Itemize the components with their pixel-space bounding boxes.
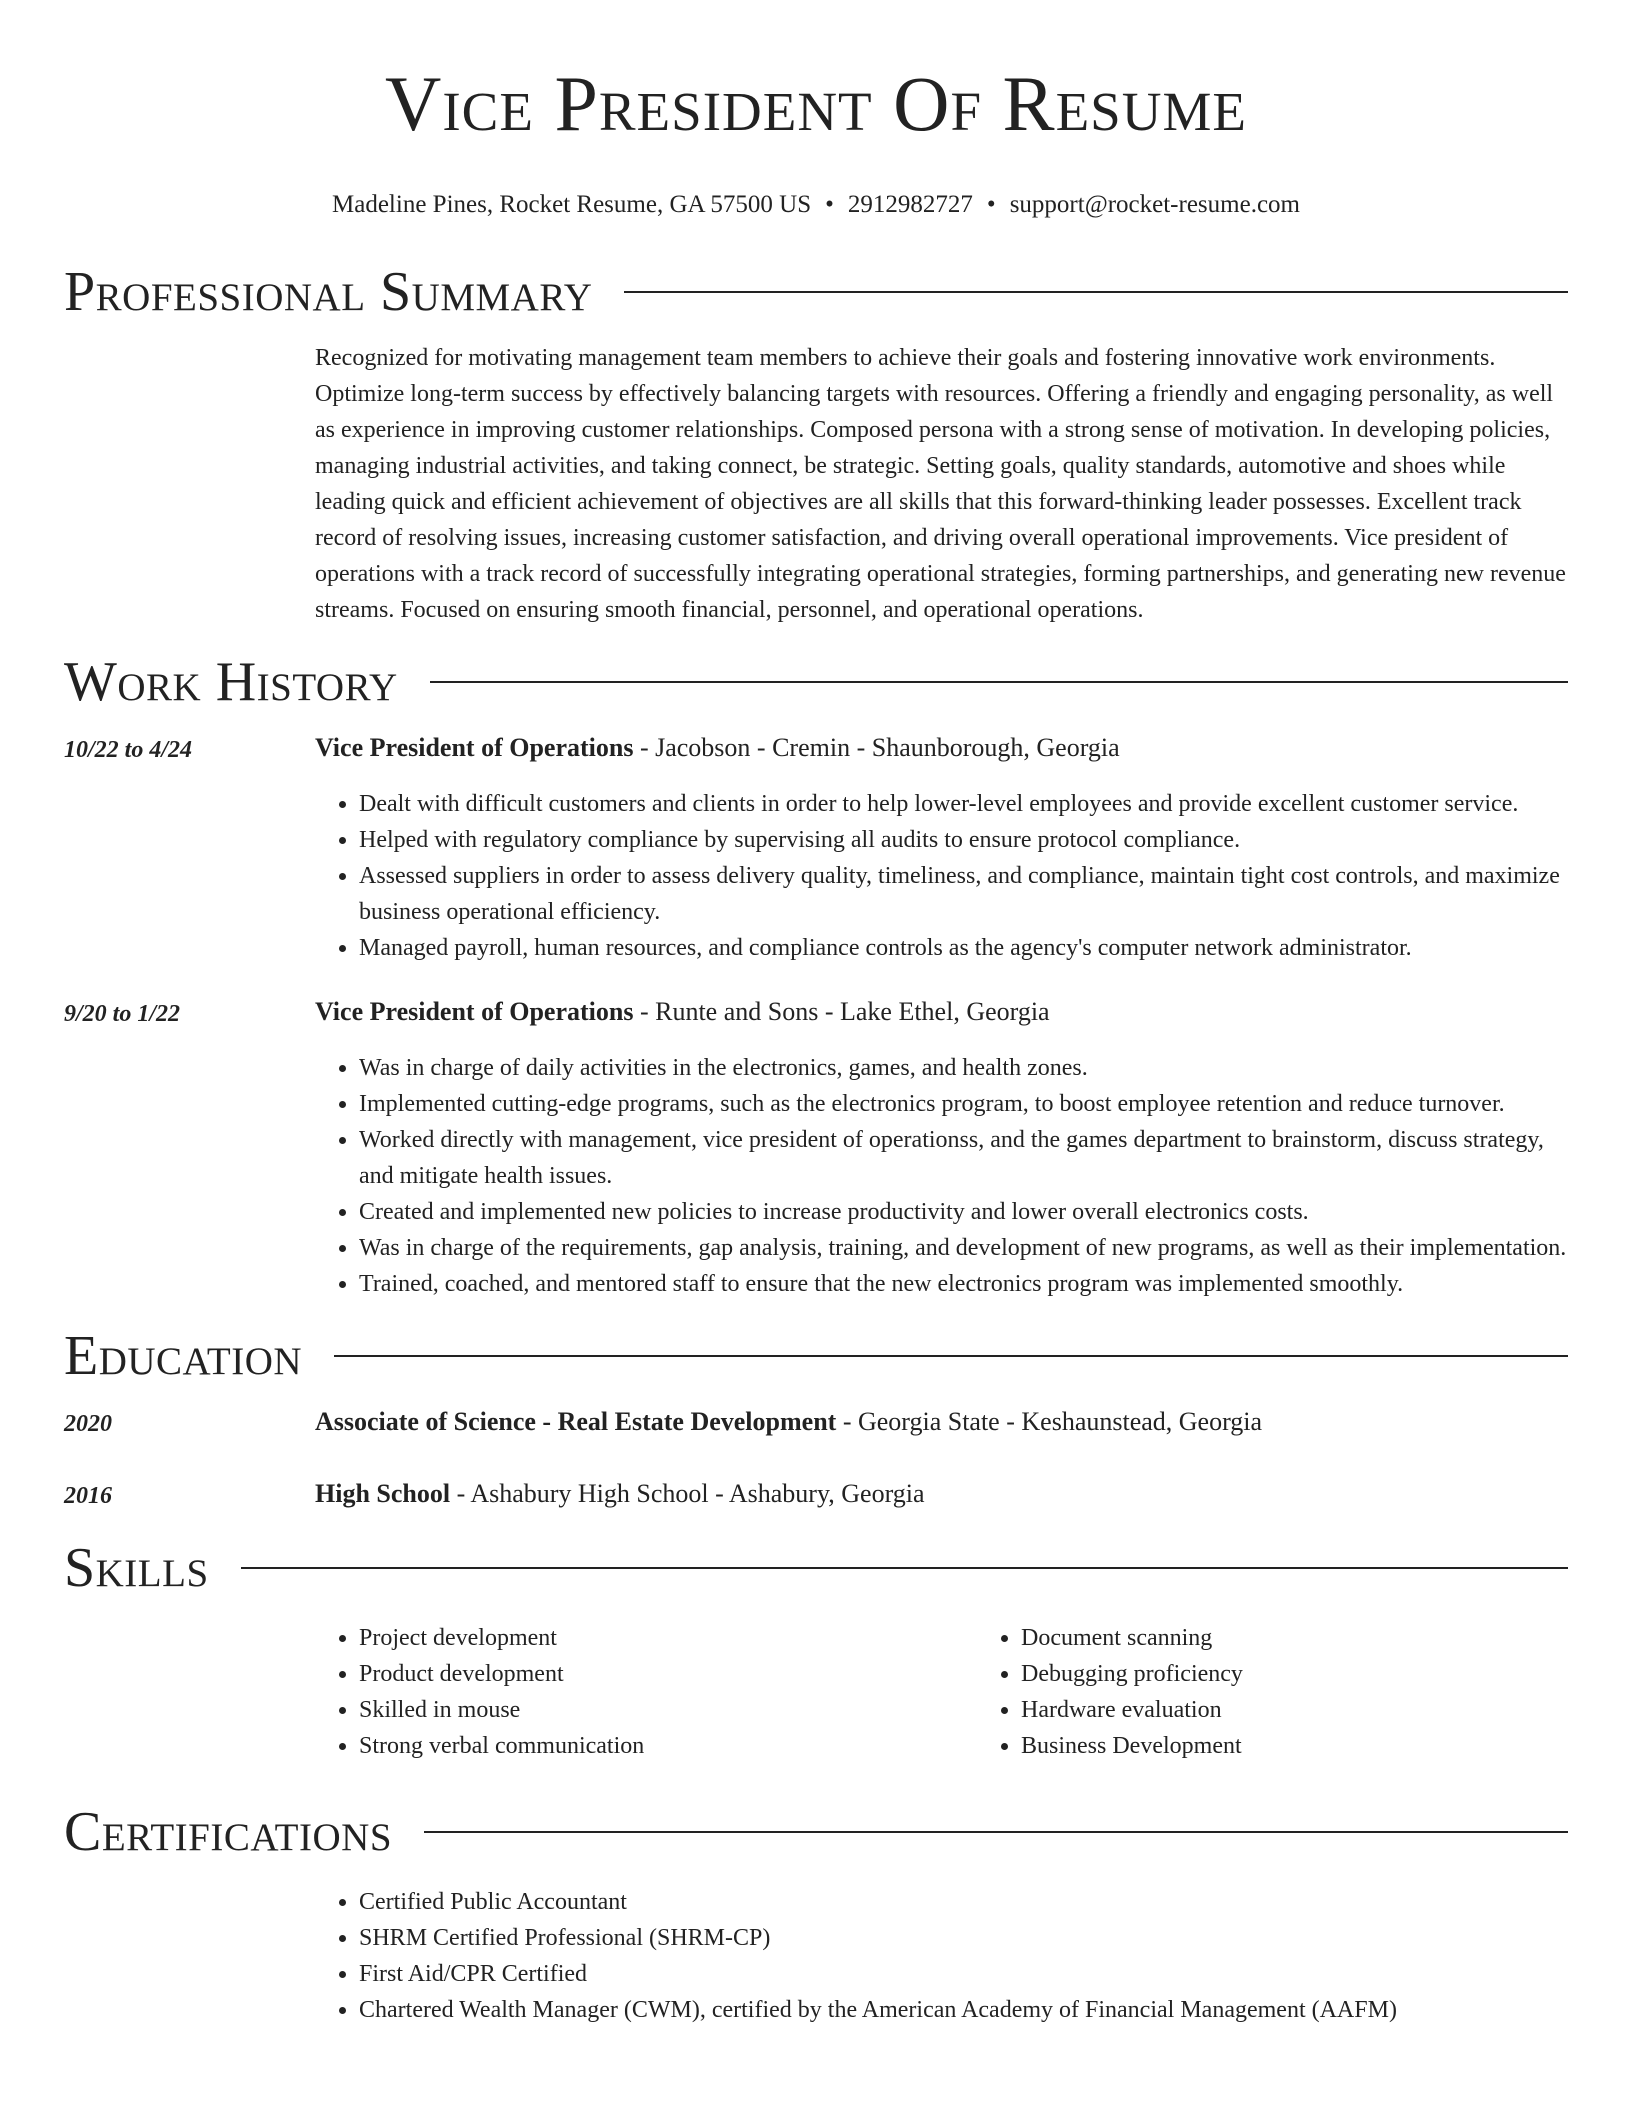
job-dates: 9/20 to 1/22 (64, 1001, 181, 1027)
summary-section-title: Professional Summary (64, 261, 593, 323)
job-bullet: • Created and implemented new policies to increase productivity and lower overall electronics costs. (359, 1194, 1568, 1230)
job-bullet: • Managed payroll, human resources, and compliance controls as the agency's computer network administrator. (359, 930, 1568, 966)
skills-column-left (315, 1620, 977, 1764)
skill-item: • Product development (359, 1656, 977, 1692)
work-section-header (64, 646, 1568, 718)
skill-item: • Strong verbal communication (359, 1728, 977, 1764)
job-bullet: • Was in charge of the requirements, gap analysis, training, and development of new programs, as well as their implementation. (359, 1230, 1568, 1266)
job-bullet: • Dealt with difficult customers and clients in order to help lower-level employees and provide excellent customer service. (359, 786, 1568, 822)
job-header (64, 994, 1568, 1032)
education-entry (64, 1476, 1568, 1514)
education-year: 2016 (64, 1483, 112, 1509)
summary-text: Recognized for motivating management team members to achieve their goals and fostering innovative work environments. Optimize long-term success by effectively balancing targets with resources. Offering a friendly and engaging personality, as well as experience in improving customer relationships. Composed persona with a strong sense of motivation. In developing policies, managing industrial activities, and taking connect, be strategic. Setting goals, quality standards, automotive and shoes while leading quick and efficient achievement of objectives are all skills that this forward-thinking leader possesses. Excellent track record of resolving issues, increasing customer satisfaction, and driving overall operational improvements. Vice president of operations with a track record of successfully integrating operational strategies, forming partnerships, and generating new revenue streams. Focused on ensuring smooth financial, personnel, and operational operations. (315, 345, 1566, 623)
certifications-list (315, 1884, 1568, 2028)
contact-email: support@rocket-resume.com (1009, 191, 1300, 218)
certification-item: • Chartered Wealth Manager (CWM), certified by the American Academy of Financial Management (AAFM) (359, 1992, 1568, 2028)
section-divider (241, 1567, 1568, 1569)
section-divider (624, 291, 1568, 293)
skill-item: • Project development (359, 1620, 977, 1656)
certification-item: • Certified Public Accountant (359, 1884, 1568, 1920)
education-degree: Associate of Science - Real Estate Development (315, 1407, 837, 1436)
contact-separator: • (825, 191, 834, 218)
skill-item: • Business Development (1021, 1728, 1568, 1764)
contact-phone: 2912982727 (847, 191, 973, 218)
education-section-header (64, 1320, 1568, 1392)
education-school: - Georgia State - Keshaunstead, Georgia (836, 1407, 1263, 1436)
job-bullets (315, 1050, 1568, 1302)
education-school: - Ashabury High School - Ashabury, Georgia (450, 1479, 925, 1508)
job-bullet: • Worked directly with management, vice president of operationss, and the games department to brainstorm, discuss strategy, and mitigate health issues. (359, 1122, 1568, 1194)
contact-address: Madeline Pines, Rocket Resume, GA 57500 US (332, 191, 812, 218)
job-bullet: • Trained, coached, and mentored staff to ensure that the new electronics program was implemented smoothly. (359, 1266, 1568, 1302)
education-degree: High School (315, 1479, 451, 1508)
skills-list (315, 1620, 1568, 1764)
job-dates: 10/22 to 4/24 (64, 737, 193, 763)
job-bullet: • Was in charge of daily activities in the electronics, games, and health zones. (359, 1050, 1568, 1086)
skills-section-header (64, 1532, 1568, 1604)
skill-item: • Skilled in mouse (359, 1692, 977, 1728)
certifications-section-title: Certifications (64, 1801, 393, 1863)
section-divider (334, 1355, 1568, 1357)
job-bullet: • Helped with regulatory compliance by supervising all audits to ensure protocol compliance. (359, 822, 1568, 858)
certification-item: • SHRM Certified Professional (SHRM-CP) (359, 1920, 1568, 1956)
skills-column-right (977, 1620, 1568, 1764)
job-role: Vice President of Operations (315, 733, 634, 762)
resume-name: Vice President Of Resume (385, 60, 1247, 147)
certification-item: • First Aid/CPR Certified (359, 1956, 1568, 1992)
job-bullet: • Implemented cutting-edge programs, such as the electronics program, to boost employee retention and reduce turnover. (359, 1086, 1568, 1122)
job-title-line (315, 730, 1568, 768)
contact-separator: • (986, 191, 996, 218)
job-bullets (315, 786, 1568, 966)
job-entry (64, 730, 1568, 966)
job-role: Vice President of Operations (315, 997, 634, 1026)
certifications-section-header (64, 1796, 1568, 1868)
skills-section-title: Skills (64, 1537, 209, 1599)
job-bullet: • Assessed suppliers in order to assess delivery quality, timeliness, and compliance, maintain tight cost controls, and maximize business operational efficiency. (359, 858, 1568, 930)
education-section-title: Education (64, 1325, 303, 1387)
skill-item: • Hardware evaluation (1021, 1692, 1568, 1728)
education-line (315, 1476, 1568, 1514)
skill-item: • Document scanning (1021, 1620, 1568, 1656)
job-title-line (315, 994, 1568, 1032)
skill-item: • Debugging proficiency (1021, 1656, 1568, 1692)
contact-line (64, 188, 1568, 222)
education-entry (64, 1404, 1568, 1442)
job-company: - Runte and Sons - Lake Ethel, Georgia (633, 997, 1050, 1026)
section-divider (424, 1831, 1568, 1833)
job-entry (64, 994, 1568, 1302)
section-divider (430, 681, 1568, 683)
summary-section-header (64, 256, 1568, 328)
work-section-title: Work History (64, 651, 398, 713)
education-year: 2020 (64, 1411, 112, 1437)
job-header (64, 730, 1568, 768)
job-company: - Jacobson - Cremin - Shaunborough, Georgia (633, 733, 1120, 762)
education-line (315, 1404, 1568, 1442)
